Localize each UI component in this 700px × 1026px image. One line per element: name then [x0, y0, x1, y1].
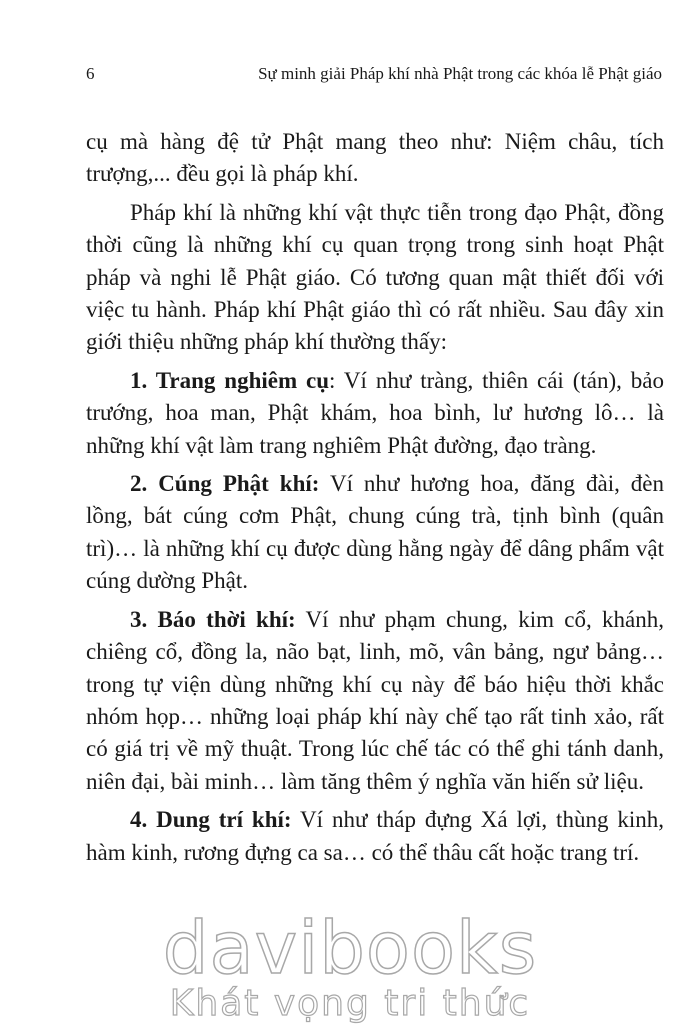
item-text: : Ví như tràng, thiên cái (tán), bảo trướng, hoa man, Phật khám, hoa bình, lư hương lô… là những khí vật làm trang nghiêm Phật đường, đạo tràng. [86, 367, 664, 458]
item-term: 3. Báo thời khí: [130, 606, 296, 632]
watermark [0, 908, 700, 1026]
list-item-2 [86, 468, 664, 598]
running-title: Sự minh giải Pháp khí nhà Phật trong các khóa lễ Phật giáo [258, 64, 662, 83]
page-header [86, 64, 662, 94]
item-text: Ví như hương hoa, đăng đài, đèn lồng, bát cúng cơm Phật, chung cúng trà, tịnh bình (quân trì)… là những khí cụ được dùng hằng ngày để dâng phẩm vật cúng dường Phật. [86, 471, 665, 594]
page-number: 6 [86, 64, 95, 83]
item-term: 4. Dung trí khí: [130, 807, 292, 833]
item-term: 2. Cúng Phật khí: [130, 471, 320, 497]
list-item-4 [86, 804, 664, 869]
watermark-slogan: Khát vọng tri thức [169, 983, 531, 1024]
list-item-3 [86, 604, 664, 798]
item-text: Ví như tháp đựng Xá lợi, thùng kinh, hàm kinh, rương đựng ca sa… có thể thâu cất hoặc trang trí. [86, 807, 664, 865]
watermark-brand: davibooks [162, 906, 538, 990]
paragraph-continuation: cụ mà hàng đệ tử Phật mang theo như: Niệm châu, tích trượng,... đều gọi là pháp khí. [86, 129, 664, 187]
item-term: 1. Trang nghiêm cụ [130, 367, 330, 393]
body-text [86, 126, 664, 875]
paragraph-intro: Pháp khí là những khí vật thực tiễn trong đạo Phật, đồng thời cũng là những khí cụ quan trọng trong sinh hoạt Phật pháp và nghi lễ Phật giáo. Có tương quan mật thiết đối với việc tu hành. Pháp khí Phật giáo thì có rất nhiều. Sau đây xin giới thiệu những pháp khí thường thấy: [86, 199, 664, 355]
item-text: Ví như phạm chung, kim cổ, khánh, chiêng cổ, đồng la, não bạt, linh, mõ, vân bảng, ngư bảng… trong tự viện dùng những khí cụ này để báo hiệu thời khắc nhóm họp… những loại pháp khí này chế tạo rất tinh xảo, rất có giá trị về mỹ thuật. Trong lúc chế tác có thể ghi tánh danh, niên đại, bài minh… làm tăng thêm ý nghĩa văn hiến sử liệu. [86, 606, 664, 794]
list-item-1 [86, 365, 664, 462]
